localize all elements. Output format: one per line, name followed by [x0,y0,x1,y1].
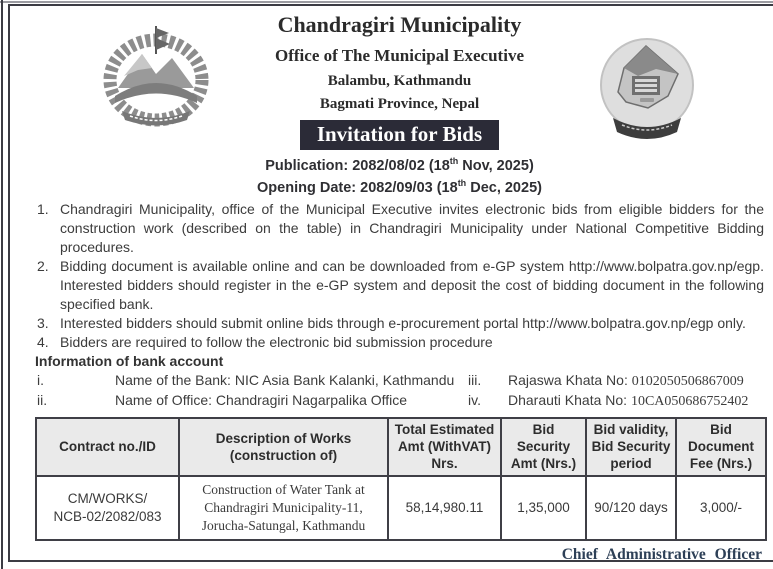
cell-document-fee: 3,000/- [676,476,766,540]
list-item-number: 4. [37,333,49,350]
contract-id-line2: NCB-02/2082/083 [53,508,162,524]
bank-info-item [35,391,460,411]
table-row [36,476,766,540]
publication-date-tail: Nov, 2025) [458,157,534,174]
bank-item-number: i. [37,371,44,388]
bank-account-info [35,371,764,411]
page-left-edge [1,0,3,569]
khata-label: Rajaswa Khata No: [508,371,632,388]
page-top-edge [0,1,773,3]
bids-table [35,417,767,541]
conditions-list [35,200,764,352]
list-item-text: Interested bidders should submit online bids through e-procurement portal http://www.bolpatra.gov.np/egp only. [60,314,746,331]
bids-table-body [36,476,766,540]
table-header-row [36,418,766,476]
bank-item-text [508,391,748,411]
header-description: Description of Works (construction of) [179,418,388,476]
bank-item-number: ii. [37,391,48,408]
bank-item-text [508,371,744,391]
header-bid-security: Bid Security Amt (Nrs.) [501,418,586,476]
bank-info-item [35,371,460,391]
nepal-coat-of-arms-icon [98,24,214,130]
bank-info-item [460,371,764,391]
publication-ordinal-suffix: th [449,156,459,166]
opening-date-line [35,178,764,196]
cell-bid-security: 1,35,000 [501,476,586,540]
list-item [35,257,764,314]
list-item [35,333,764,352]
header-bid-validity: Bid validity, Bid Security period [586,418,676,476]
bank-item-text: Name of the Bank: NIC Asia Bank Kalanki, Kathmandu [115,371,455,388]
address-line: Balambu, Kathmandu [327,73,472,89]
list-item [35,314,764,333]
province-line: Bagmati Province, Nepal [319,96,480,112]
dharauti-khata-number: 10CA050686752402 [630,393,749,409]
publication-date-text: Publication: 2082/08/02 (18 [265,157,450,174]
opening-date-text: Opening Date: 2082/09/03 (18 [257,179,458,196]
bank-item-text: Name of Office: Chandragiri Nagarpalika Office [115,391,408,408]
opening-ordinal-suffix: th [457,177,467,188]
chandragiri-municipality-seal-icon [596,34,698,150]
header-document-fee: Bid Document Fee (Nrs.) [676,418,766,476]
list-item-text: Bidding document is available online and can be downloaded from e-GP system http://www.bolpatra.gov.np/egp. Interested bidders should register in the e-GP system and deposit the cost of bidding document in the following specified bank. [60,257,764,312]
bank-item-number: iv. [468,391,481,408]
cell-description: Construction of Water Tank at Chandragiri Municipality-11, Jorucha-Satungal, Kathmandu [179,476,388,540]
contract-id-line1: CM/WORKS/ [67,490,148,506]
bank-item-number: iii. [468,371,482,388]
invitation-for-bids-banner: Invitation for Bids [300,120,499,150]
cell-total-estimated: 58,14,980.11 [388,476,501,540]
list-item [35,200,764,257]
office-subtitle: Office of The Municipal Executive [275,46,524,65]
publication-date-line [35,156,764,174]
bids-table-header [36,418,766,476]
list-item-number: 3. [37,314,49,331]
list-item-number: 2. [37,257,49,274]
masthead [35,12,764,196]
khata-label: Dharauti Khata No: [508,391,631,408]
cell-bid-validity: 90/120 days [586,476,676,540]
list-item-text: Bidders are required to follow the electronic bid submission procedure [60,333,493,350]
document-body [10,6,773,563]
header-contract-id: Contract no./ID [36,418,179,476]
bank-info-item [460,391,764,411]
list-item-text: Chandragiri Municipality, office of the Municipal Executive invites electronic bids from eligible bidders for the construction work (described on the table) in Chandragiri Municipality under National Competitive Bidding procedures. [60,200,764,255]
header-total-estimated: Total Estimated Amt (WithVAT) Nrs. [388,418,501,476]
signature-title: Chief Administrative Officer [561,545,762,563]
bank-account-section-title: Information of bank account [35,352,224,369]
municipality-title: Chandragiri Municipality [277,12,522,37]
opening-date-tail: Dec, 2025) [466,179,542,196]
list-item-number: 1. [37,200,49,217]
rajaswa-khata-number: 0102050506867009 [631,373,744,389]
cell-contract-id [36,476,179,540]
